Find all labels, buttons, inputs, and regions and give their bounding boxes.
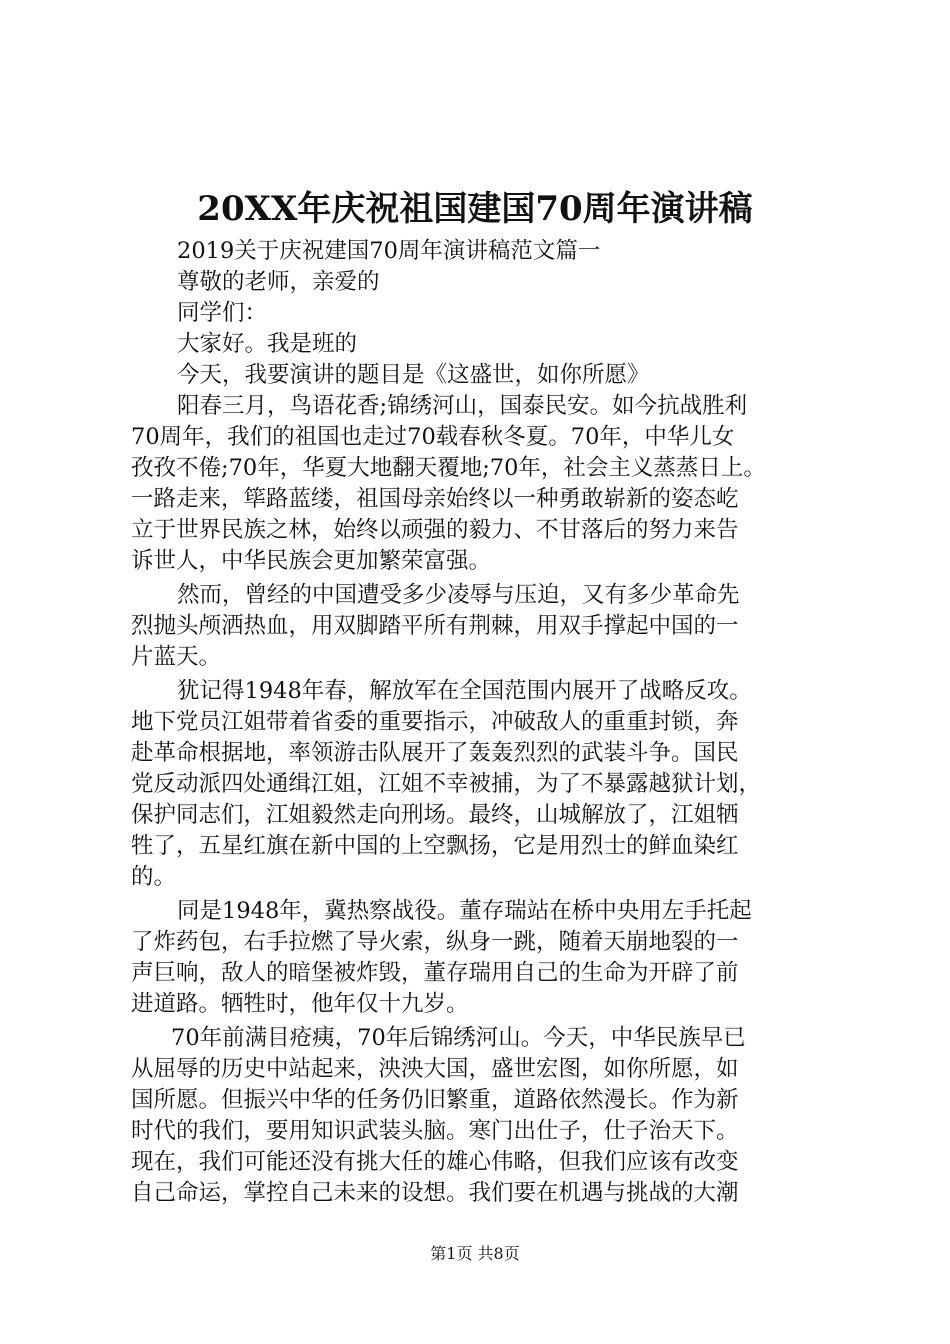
paragraph-line: 诉世人，中华民族会更加繁荣富强。 (131, 548, 492, 574)
paragraph-line: 同是1948年，冀热察战役。董存瑞站在桥中央用左手托起 (177, 898, 752, 924)
paragraph-line: 的。 (131, 864, 177, 890)
paragraph-line: 了炸药包，右手拉燃了导火索，纵身一跳，随着天崩地裂的一 (131, 929, 739, 955)
paragraph-line: 国所愿。但振兴中华的任务仍旧繁重，道路依然漫长。作为新 (131, 1087, 739, 1113)
paragraph-line: 地下党员江姐带着省委的重要指示，冲破敌人的重重封锁，奔 (131, 709, 739, 735)
paragraph-line: 进道路。牺牲时，他年仅十九岁。 (131, 991, 469, 1017)
paragraph-line: 一路走来，筚路蓝缕，祖国母亲始终以一种勇敢崭新的姿态屹 (131, 486, 739, 512)
paragraph-line: 时代的我们，要用知识武装头脑。寒门出仕子，仕子治天下。 (131, 1118, 739, 1144)
paragraph-line: 犹记得1948年春，解放军在全国范围内展开了战略反攻。 (177, 678, 752, 704)
page-footer: 第1页 共8页 (430, 1244, 520, 1263)
paragraph-line: 烈抛头颅洒热血，用双脚踏平所有荆棘，用双手撑起中国的一 (131, 613, 739, 639)
paragraph-line: 尊敬的老师，亲爱的 (177, 269, 380, 295)
paragraph-line: 立于世界民族之林，始终以顽强的毅力、不甘落后的努力来告 (131, 517, 739, 543)
paragraph-line: 孜孜不倦;70年，华夏大地翻天覆地;70年，社会主义蒸蒸日上。 (131, 455, 766, 481)
paragraph-line: 自己命运，掌控自己未来的设想。我们要在机遇与挑战的大潮 (131, 1180, 739, 1206)
paragraph-line: 2019关于庆祝建国70周年演讲稿范文篇一 (177, 238, 601, 264)
paragraph-line: 片蓝天。 (131, 644, 222, 670)
paragraph-line: 大家好。我是班的 (177, 331, 358, 357)
paragraph-line: 今天，我要演讲的题目是《这盛世，如你所愿》 (177, 362, 650, 388)
paragraph-line: 牲了，五星红旗在新中国的上空飘扬，它是用烈士的鲜血染红 (131, 833, 739, 859)
paragraph-line: 声巨响，敌人的暗堡被炸毁，董存瑞用自己的生命为开辟了前 (131, 960, 739, 986)
paragraph-line: 70年前满目疮痍，70年后锦绣河山。今天，中华民族早已 (171, 1025, 746, 1051)
paragraph-line: 同学们： (177, 300, 268, 326)
paragraph-line: 党反动派四处通缉江姐，江姐不幸被捕，为了不暴露越狱计划， (131, 771, 762, 797)
paragraph-line: 阳春三月，鸟语花香;锦绣河山，国泰民安。如今抗战胜利 (177, 393, 748, 419)
paragraph-line: 70周年，我们的祖国也走过70载春秋冬夏。70年，中华儿女 (131, 424, 735, 450)
document-body (131, 236, 841, 1209)
paragraph-line: 现在，我们可能还没有挑大任的雄心伟略，但我们应该有改变 (131, 1149, 739, 1175)
paragraph-line: 保护同志们，江姐毅然走向刑场。最终，山城解放了，江姐牺 (131, 802, 739, 828)
document-title: 20XX年庆祝祖国建国70周年演讲稿 (197, 189, 753, 229)
paragraph-line: 从屈辱的历史中站起来，泱泱大国，盛世宏图，如你所愿，如 (131, 1056, 739, 1082)
paragraph-line: 然而，曾经的中国遭受多少凌辱与压迫，又有多少革命先 (177, 582, 740, 608)
paragraph-line: 赴革命根据地，率领游击队展开了轰轰烈烈的武装斗争。国民 (131, 740, 739, 766)
